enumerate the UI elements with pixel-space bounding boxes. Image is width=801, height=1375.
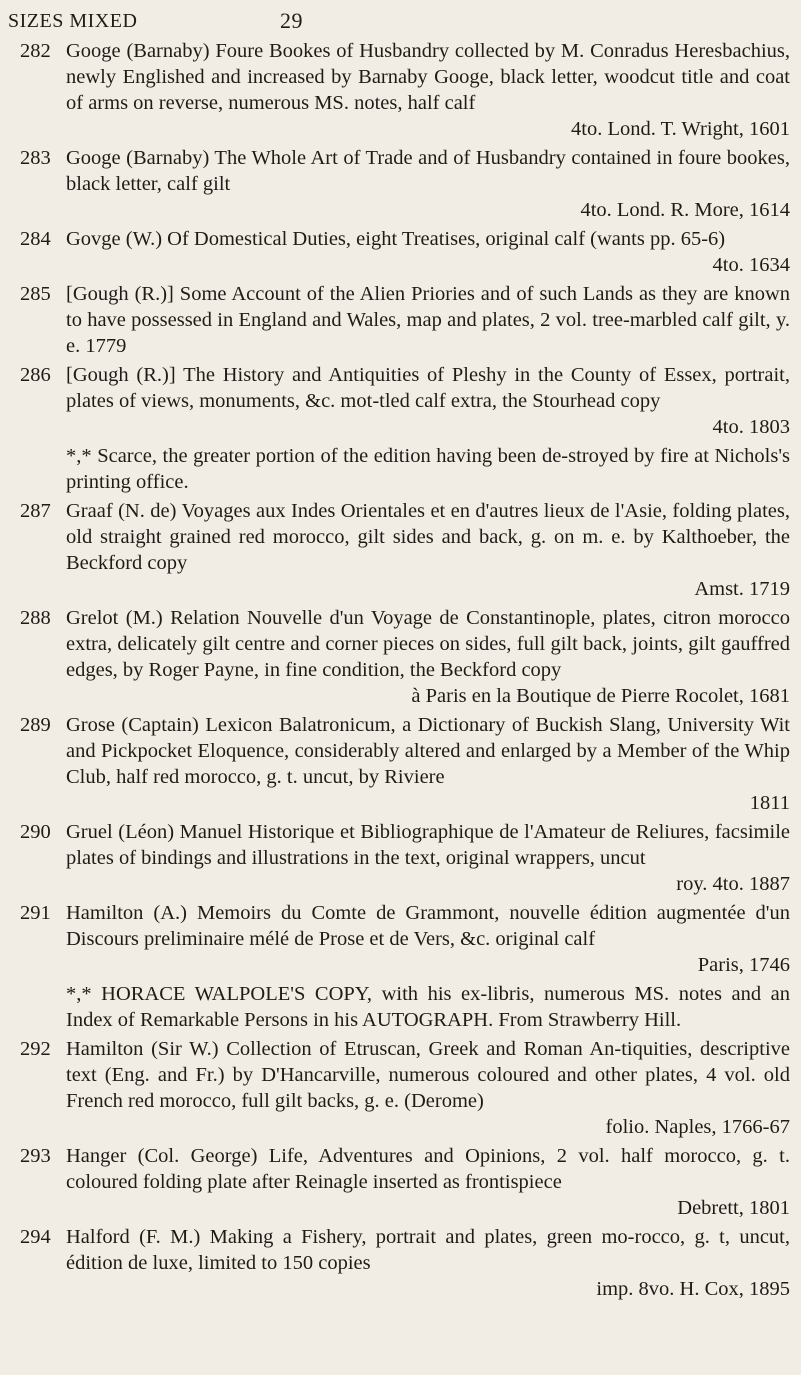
catalogue-entry bbox=[20, 281, 790, 359]
catalogue-entry bbox=[20, 1036, 790, 1140]
catalogue-entry bbox=[20, 226, 790, 278]
lot-number: 285 bbox=[20, 283, 51, 305]
catalogue-entry bbox=[20, 1224, 790, 1302]
lot-number: 294 bbox=[20, 1226, 51, 1248]
entry-description bbox=[66, 362, 790, 440]
entry-imprint: à Paris en la Boutique de Pierre Rocolet, 1681 bbox=[411, 685, 790, 707]
entry-description bbox=[66, 145, 790, 223]
entry-text: Graaf (N. de) Voyages aux Indes Orientales et en d'autres lieux de l'Asie, folding plates, old straight grained red morocco, gilt sides and back, g. on m. e. by Kalthoeber, the Beckford copy bbox=[66, 500, 790, 574]
catalogue-entry bbox=[20, 1143, 790, 1221]
entry-text: Govge (W.) Of Domestical Duties, eight Treatises, original calf (wants pp. 65-6) bbox=[66, 228, 726, 250]
entry-imprint: Paris, 1746 bbox=[697, 954, 790, 976]
entry-imprint: Debrett, 1801 bbox=[677, 1197, 790, 1219]
catalogue-entry bbox=[20, 362, 790, 440]
lot-number: 292 bbox=[20, 1038, 51, 1060]
entry-text: Hamilton (A.) Memoirs du Comte de Grammont, nouvelle édition augmentée d'un Discours preliminaire mélé de Prose et de Vers, &c. original calf bbox=[66, 902, 790, 950]
lot-number: 291 bbox=[20, 902, 51, 924]
entry-description bbox=[66, 498, 790, 602]
running-head bbox=[8, 8, 793, 38]
entry-text: [Gough (R.)] The History and Antiquities of Pleshy in the County of Essex, portrait, plates of views, monuments, &c. mot-tled calf extra, the Stourhead copy bbox=[66, 364, 790, 412]
entry-description bbox=[66, 605, 790, 709]
entry-text: Halford (F. M.) Making a Fishery, portrait and plates, green mo-rocco, g. t, uncut, édition de luxe, limited to 150 copies bbox=[66, 1226, 790, 1274]
entry-description bbox=[66, 900, 790, 978]
entry-text: [Gough (R.)] Some Account of the Alien Priories and of such Lands as they are known to have possessed in England and Wales, map and plates, 2 vol. tree-marbled calf gilt, y. e. 1779 bbox=[66, 283, 790, 357]
entry-text: Hanger (Col. George) Life, Adventures and Opinions, 2 vol. half morocco, g. t. coloured folding plate after Reinagle inserted as frontispiece bbox=[66, 1145, 790, 1193]
entry-imprint: Amst. 1719 bbox=[694, 578, 790, 600]
entry-imprint: 4to. 1803 bbox=[712, 416, 790, 438]
entry-imprint: folio. Naples, 1766-67 bbox=[605, 1116, 790, 1138]
entry-text: Grose (Captain) Lexicon Balatronicum, a Dictionary of Buckish Slang, University Wit and Pickpocket Eloquence, considerably altered and enlarged by a Member of the Whip Club, half red morocco, g. t. uncut, by Riviere bbox=[66, 714, 790, 788]
catalogue-entry bbox=[20, 145, 790, 223]
entry-note: *,* Scarce, the greater portion of the edition having been de-stroyed by fire at Nichols's printing office. bbox=[66, 445, 790, 493]
catalogue-entry bbox=[20, 38, 790, 142]
catalogue-entry bbox=[20, 605, 790, 709]
entry-note: *,* HORACE WALPOLE'S COPY, with his ex-libris, numerous MS. notes and an Index of Remarkable Persons in his AUTOGRAPH. From Strawberry Hill. bbox=[66, 983, 790, 1031]
lot-number: 287 bbox=[20, 500, 51, 522]
lot-number: 289 bbox=[20, 714, 51, 736]
lot-number: 290 bbox=[20, 821, 51, 843]
entry-imprint: 4to. 1634 bbox=[712, 254, 790, 276]
catalogue-entries bbox=[20, 38, 790, 1305]
catalogue-entry bbox=[20, 900, 790, 978]
entry-text: Grelot (M.) Relation Nouvelle d'un Voyage de Constantinople, plates, citron morocco extra, delicately gilt centre and corner pieces on sides, full gilt back, joints, gilt gauffred edges, by Roger Payne, in fine condition, the Beckford copy bbox=[66, 607, 790, 681]
entry-description bbox=[66, 1036, 790, 1140]
section-title: SIZES MIXED bbox=[8, 10, 138, 32]
entry-description bbox=[66, 226, 790, 278]
entry-text: Googe (Barnaby) Foure Bookes of Husbandry collected by M. Conradus Heresbachius, newly Englished and increased by Barnaby Googe, black letter, woodcut title and coat of arms on reverse, numerous MS. notes, half calf bbox=[66, 40, 790, 114]
entry-description bbox=[66, 281, 790, 359]
entry-imprint: roy. 4to. 1887 bbox=[676, 873, 790, 895]
entry-description bbox=[66, 819, 790, 897]
entry-imprint: 1811 bbox=[749, 792, 790, 814]
entry-description bbox=[66, 712, 790, 816]
entry-text: Hamilton (Sir W.) Collection of Etruscan, Greek and Roman An-tiquities, descriptive text (Eng. and Fr.) by D'Hancarville, numerous coloured and other plates, 4 vol. old French red morocco, full gilt backs, g. e. (Derome) bbox=[66, 1038, 790, 1112]
lot-number: 283 bbox=[20, 147, 51, 169]
entry-description bbox=[66, 1224, 790, 1302]
entry-imprint: 4to. Lond. T. Wright, 1601 bbox=[571, 118, 790, 140]
catalogue-entry bbox=[20, 819, 790, 897]
lot-number: 293 bbox=[20, 1145, 51, 1167]
entry-text: Gruel (Léon) Manuel Historique et Bibliographique de l'Amateur de Reliures, facsimile plates of bindings and illustrations in the text, original wrappers, uncut bbox=[66, 821, 790, 869]
entry-text: Googe (Barnaby) The Whole Art of Trade and of Husbandry contained in foure bookes, black letter, calf gilt bbox=[66, 147, 790, 195]
page-number: 29 bbox=[280, 8, 303, 33]
entry-imprint: 4to. Lond. R. More, 1614 bbox=[580, 199, 790, 221]
catalogue-entry bbox=[20, 712, 790, 816]
lot-number: 284 bbox=[20, 228, 51, 250]
entry-description bbox=[66, 1143, 790, 1221]
catalogue-entry bbox=[20, 498, 790, 602]
lot-number: 282 bbox=[20, 40, 51, 62]
entry-imprint: imp. 8vo. H. Cox, 1895 bbox=[596, 1278, 790, 1300]
entry-description bbox=[66, 38, 790, 142]
lot-number: 286 bbox=[20, 364, 51, 386]
lot-number: 288 bbox=[20, 607, 51, 629]
